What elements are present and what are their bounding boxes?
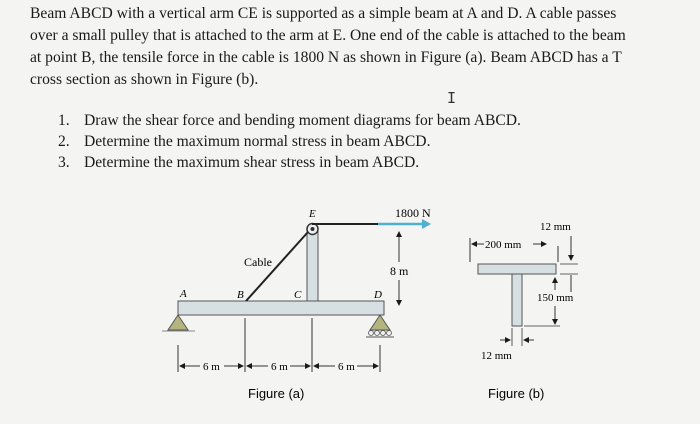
label-point-e: E — [309, 208, 316, 220]
problem-line-3: at point B, the tensile force in the cable is 1800 N as shown in Figure (a). Beam ABCD has a T — [30, 49, 622, 66]
problem-line-4: cross section as shown in Figure (b). — [30, 71, 259, 88]
task-text: Determine the maximum normal stress in beam ABCD. — [84, 133, 431, 150]
arm-height-label: 8 m — [390, 264, 409, 278]
task-number: 3. — [58, 154, 70, 171]
task-number: 2. — [58, 133, 70, 150]
beam-abcd — [178, 301, 384, 315]
pulley-hub — [311, 227, 315, 231]
flange-width-label: 200 mm — [485, 239, 522, 251]
task-text: Determine the maximum shear stress in beam ABCD. — [84, 154, 420, 171]
figure-a-caption: Figure (a) — [248, 386, 305, 401]
span-cd-label: 6 m — [338, 361, 355, 373]
label-point-c: C — [294, 289, 302, 301]
t-web — [512, 274, 522, 326]
task-text: Draw the shear force and bending moment diagrams for beam ABCD. — [84, 112, 521, 129]
force-arrowhead — [422, 219, 431, 229]
arm-ce — [307, 227, 318, 301]
figure-a — [162, 206, 431, 401]
span-ab-label: 6 m — [203, 361, 220, 373]
flange-thickness-label: 12 mm — [540, 221, 571, 233]
roller-wheels — [369, 331, 392, 336]
figure-b — [470, 221, 578, 401]
t-flange — [478, 264, 556, 274]
problem-line-1: Beam ABCD with a vertical arm CE is supported as a simple beam at A and D. A cable passes — [30, 5, 617, 22]
force-label: 1800 N — [395, 206, 431, 220]
label-point-d: D — [374, 289, 382, 301]
web-thickness-label: 12 mm — [481, 350, 512, 362]
text-cursor-icon: I — [447, 89, 457, 107]
support-a-pin — [168, 315, 188, 330]
span-bc-label: 6 m — [271, 361, 288, 373]
cable-label: Cable — [244, 255, 272, 269]
web-height-label: 150 mm — [537, 292, 574, 304]
task-number: 1. — [58, 112, 70, 129]
label-point-b: B — [237, 289, 244, 301]
problem-line-2: over a small pulley that is attached to the arm at E. One end of the cable is attached to the beam — [30, 27, 626, 44]
label-point-a: A — [180, 288, 187, 300]
support-d-roller — [370, 315, 390, 330]
figure-b-caption: Figure (b) — [488, 386, 545, 401]
